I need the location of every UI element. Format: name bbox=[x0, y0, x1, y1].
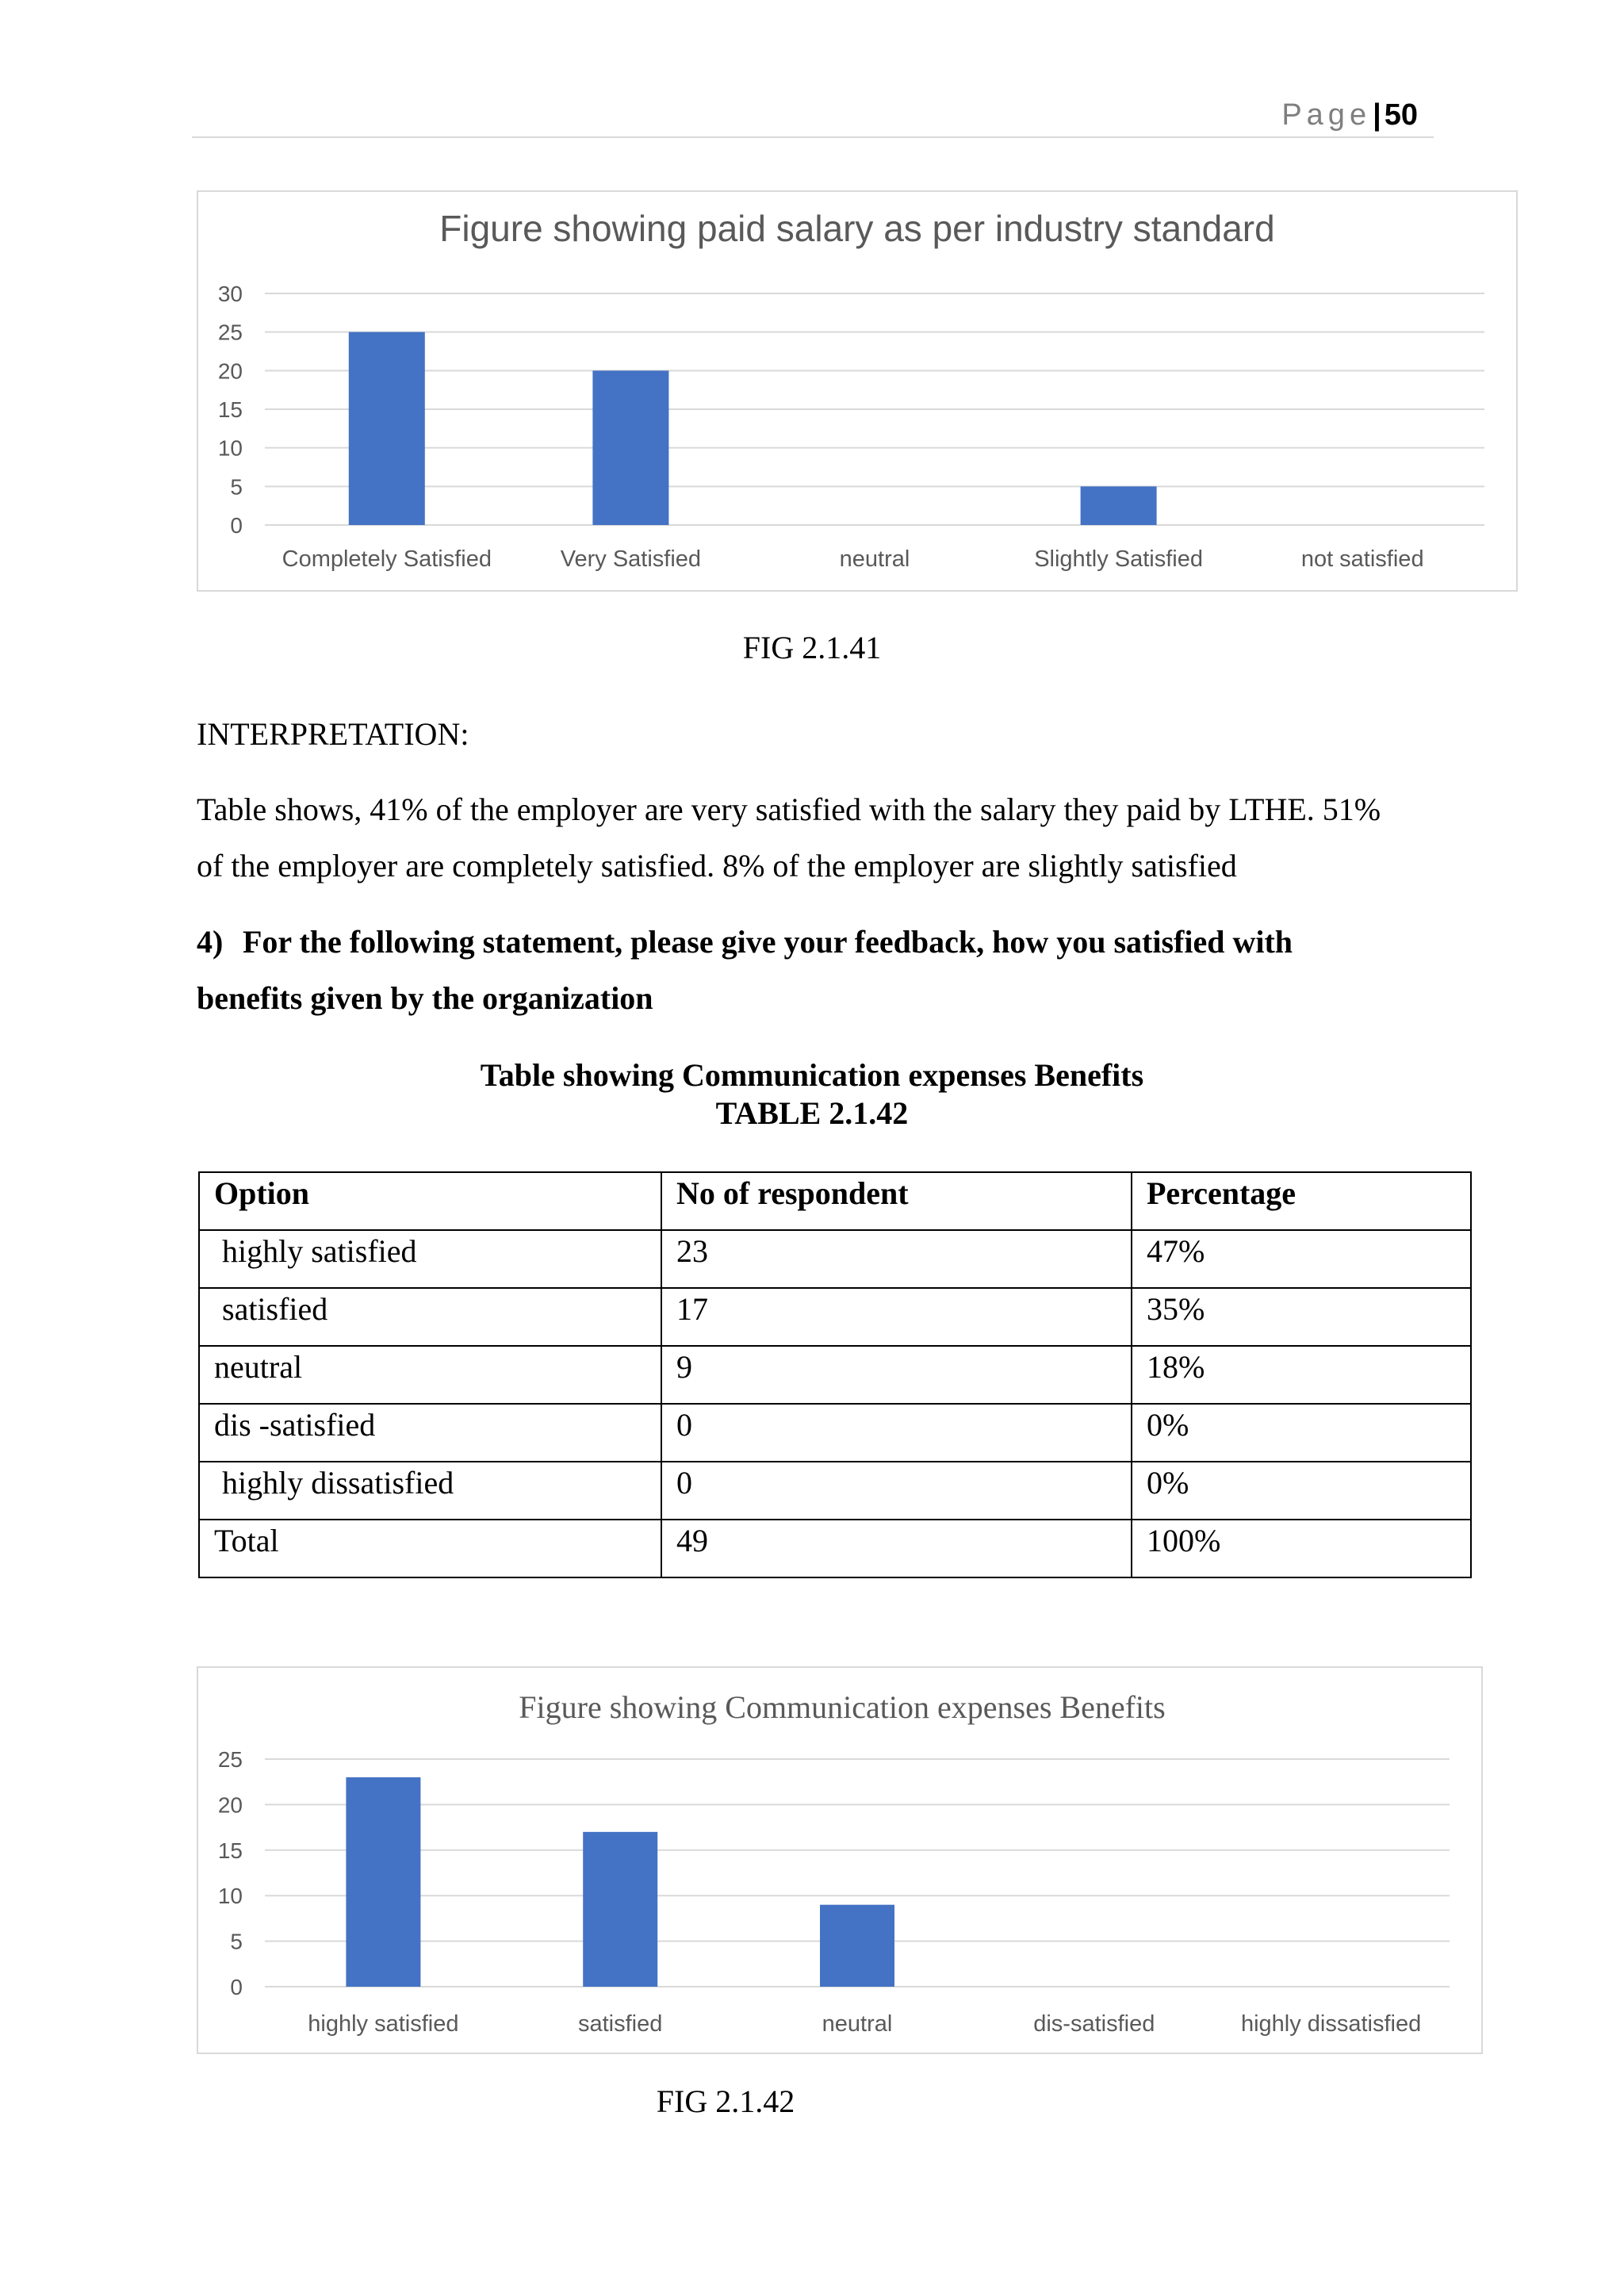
x-category-label: neutral bbox=[822, 2011, 893, 2037]
row-count: 49 bbox=[661, 1520, 1132, 1577]
y-tick-label: 5 bbox=[230, 1929, 243, 1954]
x-category-label: highly satisfied bbox=[308, 2011, 459, 2037]
row-count: 0 bbox=[661, 1462, 1132, 1520]
table-row bbox=[199, 1462, 1471, 1520]
table-title: Table showing Communication expenses Benefits bbox=[480, 1057, 1144, 1093]
table-header-option: Option bbox=[199, 1172, 661, 1230]
table-row bbox=[199, 1230, 1471, 1288]
chart-title: Figure showing paid salary as per industry standard bbox=[439, 208, 1275, 249]
y-tick-label: 30 bbox=[217, 282, 243, 306]
bar bbox=[346, 1777, 420, 1987]
page-header bbox=[192, 95, 1434, 138]
x-category-label: Completely Satisfied bbox=[282, 546, 492, 572]
row-count: 9 bbox=[661, 1346, 1132, 1404]
interpretation-line-2: of the employer are completely satisfied. 8% of the employer are slightly satisfied bbox=[197, 848, 1237, 884]
row-option: highly dissatisfied bbox=[222, 1465, 454, 1501]
x-category-label: Slightly Satisfied bbox=[1034, 546, 1203, 572]
question-number: 4) bbox=[197, 924, 224, 960]
y-tick-label: 5 bbox=[230, 474, 243, 500]
interpretation-text bbox=[197, 781, 1450, 894]
y-tick-label: 10 bbox=[217, 435, 243, 461]
page-number-label bbox=[1281, 98, 1418, 132]
y-tick-label: 20 bbox=[217, 1792, 243, 1818]
bar bbox=[349, 332, 425, 525]
figure-1-chart bbox=[197, 190, 1518, 592]
y-tick-label: 0 bbox=[230, 1975, 243, 1999]
table-label: TABLE 2.1.42 bbox=[715, 1095, 909, 1131]
interpretation-line-1: Table shows, 41% of the employer are very satisfied with the salary they paid by LTHE. 51% bbox=[197, 792, 1381, 827]
row-percentage: 0% bbox=[1132, 1462, 1471, 1520]
y-tick-label: 0 bbox=[230, 513, 243, 538]
row-option: neutral bbox=[199, 1346, 661, 1404]
row-percentage: 100% bbox=[1132, 1520, 1471, 1577]
x-category-label: neutral bbox=[839, 546, 910, 572]
x-category-label: Very Satisfied bbox=[560, 546, 702, 572]
question-line-1: For the following statement, please give your feedback, how you satisfied with bbox=[243, 924, 1293, 960]
table-header-respondent: No of respondent bbox=[661, 1172, 1132, 1230]
table-header-percentage: Percentage bbox=[1132, 1172, 1471, 1230]
x-category-label: satisfied bbox=[578, 2011, 663, 2037]
figure-2-svg bbox=[198, 1668, 1481, 2053]
interpretation-heading: INTERPRETATION: bbox=[197, 716, 469, 752]
y-tick-label: 25 bbox=[217, 320, 243, 345]
x-category-label: highly dissatisfied bbox=[1240, 2011, 1422, 2037]
question-block bbox=[197, 914, 1450, 1026]
row-option: satisfied bbox=[222, 1291, 328, 1327]
table-row bbox=[199, 1404, 1471, 1462]
table-total-row bbox=[199, 1520, 1471, 1577]
figure-1-caption: FIG 2.1.41 bbox=[742, 630, 882, 665]
data-table bbox=[198, 1171, 1472, 1578]
figure-2-caption: FIG 2.1.42 bbox=[656, 2083, 795, 2119]
row-count: 17 bbox=[661, 1288, 1132, 1346]
row-percentage: 35% bbox=[1132, 1288, 1471, 1346]
y-tick-label: 20 bbox=[217, 358, 243, 384]
figure-2-chart bbox=[197, 1666, 1483, 2054]
y-tick-label: 10 bbox=[217, 1884, 243, 1909]
page-word: Page bbox=[1281, 98, 1372, 132]
bar bbox=[1081, 486, 1157, 525]
page-separator: | bbox=[1373, 98, 1381, 132]
y-tick-label: 15 bbox=[217, 1838, 243, 1863]
figure-1-svg bbox=[198, 192, 1516, 590]
x-category-label: dis-satisfied bbox=[1033, 2011, 1155, 2037]
bar bbox=[583, 1832, 657, 1987]
row-percentage: 47% bbox=[1132, 1230, 1471, 1288]
table-row bbox=[199, 1288, 1471, 1346]
row-option: highly satisfied bbox=[222, 1233, 417, 1269]
row-count: 0 bbox=[661, 1404, 1132, 1462]
table-row bbox=[199, 1346, 1471, 1404]
row-percentage: 18% bbox=[1132, 1346, 1471, 1404]
y-tick-label: 15 bbox=[217, 397, 243, 422]
question-line-2: benefits given by the organization bbox=[197, 980, 653, 1016]
bar bbox=[592, 370, 668, 525]
table-header-row bbox=[199, 1172, 1471, 1230]
x-category-label: not satisfied bbox=[1300, 546, 1424, 572]
row-count: 23 bbox=[661, 1230, 1132, 1288]
chart-title: Figure showing Communication expenses Benefits bbox=[519, 1689, 1166, 1725]
page-number: 50 bbox=[1384, 98, 1418, 132]
y-tick-label: 25 bbox=[217, 1747, 243, 1772]
row-percentage: 0% bbox=[1132, 1404, 1471, 1462]
bar bbox=[820, 1905, 894, 1987]
row-option: dis -satisfied bbox=[199, 1404, 661, 1462]
row-option: Total bbox=[199, 1520, 661, 1577]
